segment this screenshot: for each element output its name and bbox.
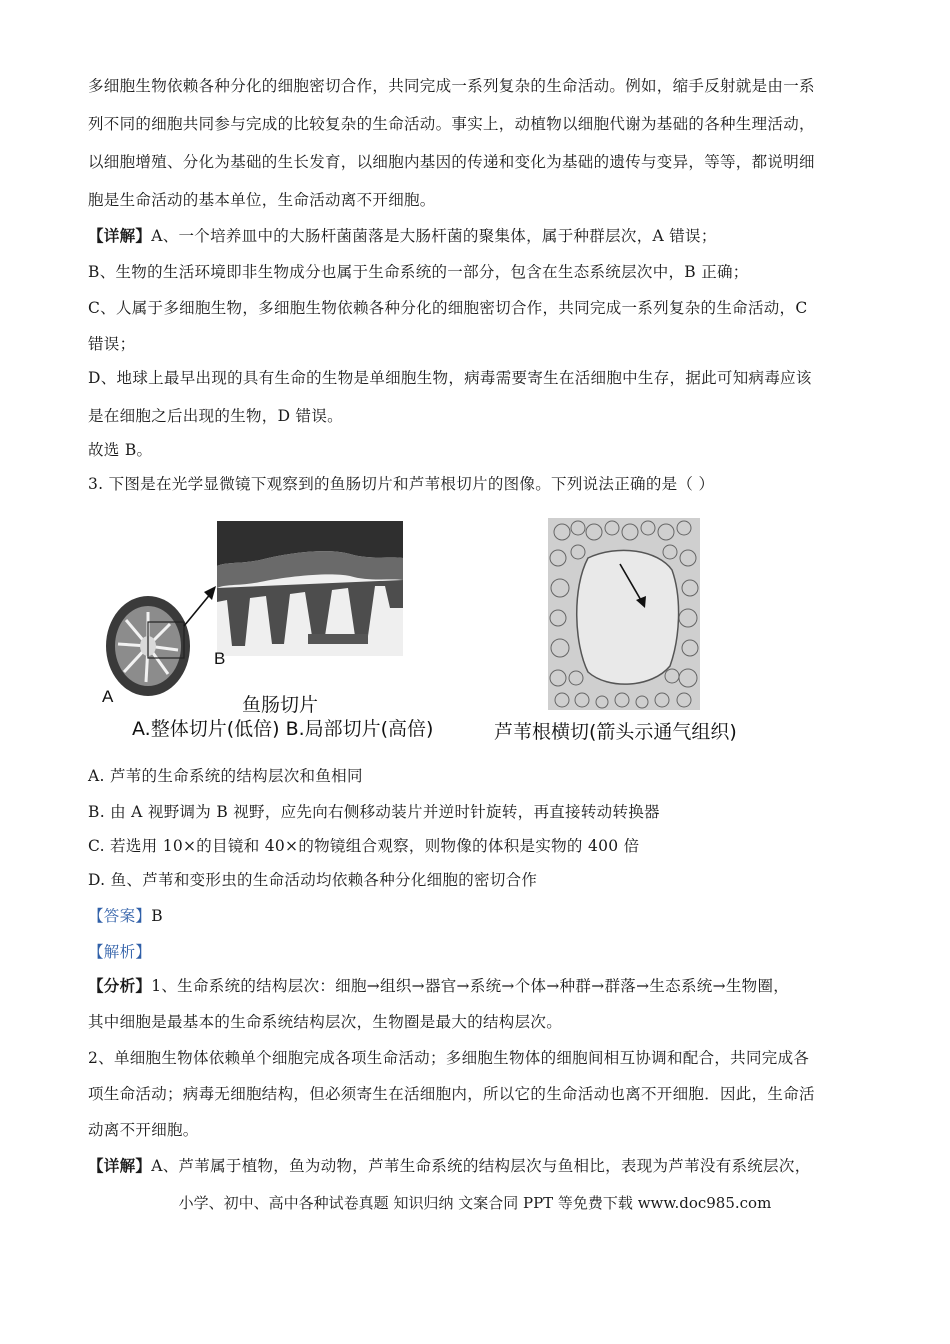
analysis-head: 【分析】 xyxy=(88,976,152,995)
detail-line-d1: D、地球上最早出现的具有生命的生物是单细胞生物，病毒需要寄生在活细胞中生存，据此可知病毒应该 xyxy=(88,369,812,387)
air-cavity xyxy=(577,550,679,684)
detail-label: 【详解】 xyxy=(88,226,152,245)
local-section-image xyxy=(217,521,403,656)
analysis-line-1b: 其中细胞是最基本的生命系统结构层次，生物圈是最大的结构层次。 xyxy=(88,1013,563,1031)
detail2-a-text: A、芦苇属于植物，鱼为动物，芦苇生命系统的结构层次与鱼相比，表现为芦苇没有系统层次， xyxy=(151,1157,811,1175)
page-footer: 小学、初中、高中各种试卷真题 知识归纳 文案合同 PPT 等免费下载 www.doc985.com xyxy=(178,1194,772,1212)
label-a: A xyxy=(102,687,114,706)
detail-line-a xyxy=(88,226,717,246)
detail-line-d2: 是在细胞之后出现的生物，D 错误。 xyxy=(88,407,343,425)
choose-line: 故选 B。 xyxy=(88,441,153,459)
paragraph-line: 以细胞增殖、分化为基础的生长发育，以细胞内基因的传递和变化为基础的遗传与变异，等等，都说明细 xyxy=(88,153,815,171)
paragraph-line: 列不同的细胞共同参与完成的比较复杂的生命活动。事实上，动植物以细胞代谢为基础的各种生理活动， xyxy=(88,115,815,133)
answer-value: B xyxy=(151,907,163,925)
answer-label: 【答案】 xyxy=(88,907,152,925)
option-a: A. 芦苇的生命系统的结构层次和鱼相同 xyxy=(88,767,363,785)
option-d: D. 鱼、芦苇和变形虫的生命活动均依赖各种分化细胞的密切合作 xyxy=(88,871,538,889)
detail-line-c2: 错误； xyxy=(88,335,136,353)
question-3: 3. 下图是在光学显微镜下观察到的鱼肠切片和芦苇根切片的图像。下列说法正确的是（ ） xyxy=(88,475,715,493)
detail-line-b: B、生物的生活环境即非生物成分也属于生命系统的一部分，包含在生态系统层次中，B 正确； xyxy=(88,263,749,281)
analysis-line-2c: 动离不开细胞。 xyxy=(88,1121,199,1139)
paragraph-line: 胞是生命活动的基本单位，生命活动离不开细胞。 xyxy=(88,191,436,209)
detail-a-text: A、一个培养皿中的大肠杆菌菌落是大肠杆菌的聚集体，属于种群层次，A 错误； xyxy=(151,227,717,245)
reed-caption: 芦苇根横切(箭头示通气组织) xyxy=(494,721,737,743)
option-c: C. 若选用 10×的目镜和 40×的物镜组合观察，则物像的体积是实物的 400 倍 xyxy=(88,837,640,855)
detail2-label: 【详解】 xyxy=(88,1156,152,1175)
detail-line-c1: C、人属于多细胞生物，多细胞生物依赖各种分化的细胞密切合作，共同完成一系列复杂的生命活动，C xyxy=(88,299,808,317)
option-b: B. 由 A 视野调为 B 视野，应先向右侧移动装片并逆时针旋转，再直接转动转换器 xyxy=(88,803,660,821)
fish-caption: A.整体切片(低倍) B.局部切片(高倍) xyxy=(132,718,434,740)
analysis-line-1a xyxy=(88,976,789,996)
detail2-line-a xyxy=(88,1156,811,1176)
label-b: B xyxy=(214,649,226,668)
pointer-arrow xyxy=(184,592,212,626)
reed-root-figure xyxy=(548,518,700,710)
analysis-line-2a: 2、单细胞生物体依赖单个细胞完成各项生命活动；多细胞生物体的细胞间相互协调和配合，共同完成各 xyxy=(88,1049,810,1067)
analysis-label: 【解析】 xyxy=(88,943,152,961)
analysis-line-2b: 项生命活动；病毒无细胞结构，但必须寄生在活细胞内，所以它的生命活动也离不开细胞．因此，生命活 xyxy=(88,1085,815,1103)
answer-line xyxy=(88,906,163,926)
analysis-1a-text: 1、生命系统的结构层次：细胞→组织→器官→系统→个体→种群→群落→生态系统→生物圈， xyxy=(151,977,790,995)
paragraph-line: 多细胞生物依赖各种分化的细胞密切合作，共同完成一系列复杂的生命活动。例如，缩手反射就是由一系 xyxy=(88,77,815,95)
fish-title: 鱼肠切片 xyxy=(242,694,319,716)
